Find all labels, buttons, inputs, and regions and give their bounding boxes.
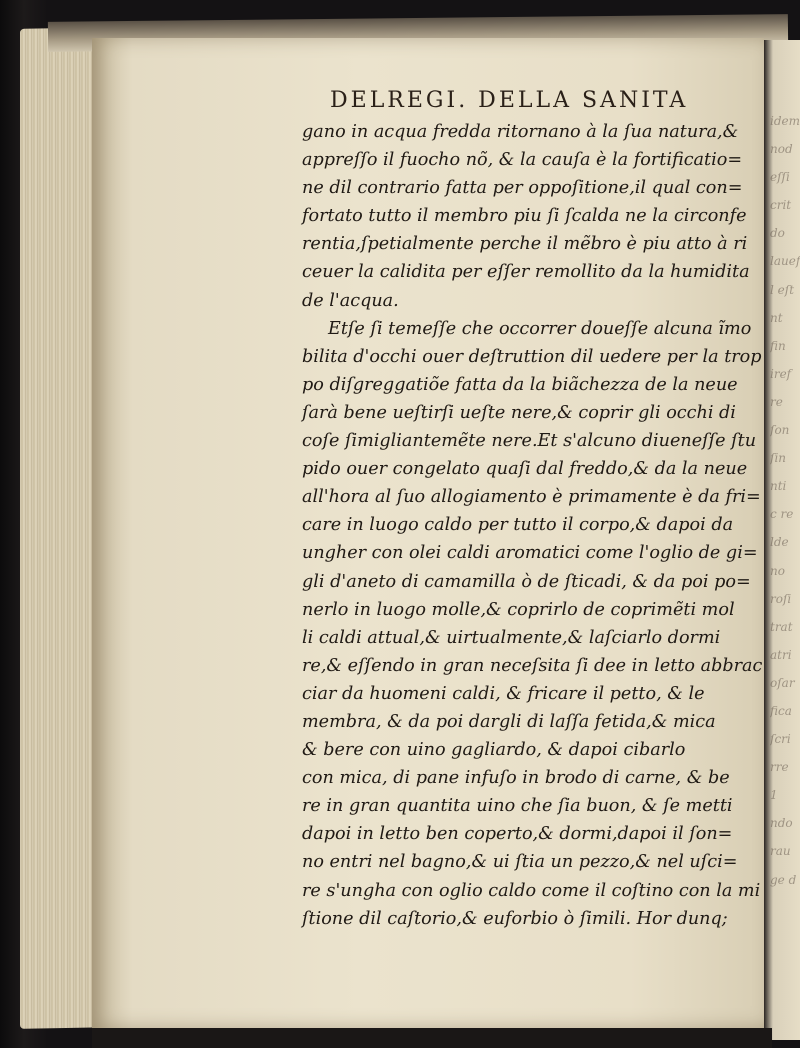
text-line: ſarà bene ueſtirſi ueſte nere,& coprir gli occhi di — [302, 402, 736, 423]
facing-fragment: oſar — [770, 675, 795, 690]
text-line: gli d'aneto di camamilla ò de ſticadi, & da poi po= — [302, 571, 751, 592]
text-line: ne dil contrario fatta per oppoſitione,il qual con= — [302, 178, 743, 199]
facing-fragment: rre — [770, 760, 789, 775]
text-line: no entri nel bagno,& ui ſtia un pezzo,& nel uſci= — [302, 852, 738, 873]
text-line: con mica, di pane infuſo in brodo di carne, & be — [302, 768, 730, 789]
facing-fragment: c re — [770, 507, 794, 522]
facing-fragment: nti — [770, 479, 787, 494]
facing-fragment: do — [770, 226, 785, 241]
text-line: rentia,ſpetialmente perche il mẽbro è piu atto à ri — [302, 234, 748, 255]
facing-fragment: trat — [770, 619, 793, 634]
facing-fragment: l eſt — [770, 282, 795, 297]
text-line: re,& eſſendo in gran neceſsita ſi dee in letto abbrac — [302, 655, 763, 676]
page-bottom-shadow — [92, 1028, 772, 1048]
text-line: pido ouer congelato quaſi dal freddo,& da la neue — [302, 459, 748, 480]
text-line: fortato tutto il membro piu ſi ſcalda ne la circonfe — [302, 206, 747, 227]
facing-fragment: fica — [770, 703, 792, 718]
text-line: li caldi attual,& uirtualmente,& laſciarlo dormi — [302, 627, 721, 648]
text-line: de l'acqua. — [302, 290, 399, 311]
text-line: appreſſo il fuocho nõ, & la cauſa è la fortificatio= — [302, 150, 743, 171]
facing-fragment: 1 — [770, 788, 778, 803]
facing-fragment: ſin — [770, 451, 787, 466]
facing-fragment: crit — [770, 198, 792, 213]
facing-fragment: rau — [770, 844, 791, 859]
text-line: coſe ſimigliantemẽte nere.Et s'alcuno diueneſſe ſtu — [302, 431, 757, 452]
facing-page-text — [770, 110, 800, 897]
facing-fragment: fin — [770, 338, 786, 353]
facing-fragment: eſſi — [770, 170, 790, 185]
text-line: bilita d'occhi ouer deſtruttion dil uedere per la trop — [302, 346, 762, 367]
text-line: all'hora al ſuo allogiamento è primamente è da fri= — [302, 487, 761, 508]
facing-fragment: ſon — [770, 423, 790, 438]
facing-fragment: roſi — [770, 591, 792, 606]
facing-fragment: ndo — [770, 816, 793, 831]
text-line: care in luogo caldo per tutto il corpo,& dapoi da — [302, 515, 734, 536]
text-line: & bere con uino gagliardo, & dapoi cibarlo — [302, 740, 686, 761]
facing-fragment: atri — [770, 647, 792, 662]
text-line: Etſe ſi temeſſe che occorrer doueſſe alcuna ĩmo — [328, 318, 752, 339]
text-line: membra, & da poi dargli di laſſa fetida,& mica — [302, 711, 716, 732]
body-text — [302, 118, 763, 933]
facing-fragment: ſcri — [770, 732, 791, 747]
text-line: gano in acqua fredda ritornano à la ſua natura,& — [302, 122, 739, 142]
text-line: nerlo in luogo molle,& coprirlo de coprimẽti mol — [302, 599, 735, 620]
facing-fragment: nt — [770, 310, 783, 325]
text-line: ſtione dil caſtorio,& euforbio ò ſimili. Hor dunq; — [302, 908, 728, 929]
facing-fragment: iref — [770, 366, 792, 381]
facing-fragment: ge d — [770, 872, 797, 887]
facing-fragment: lauef — [770, 254, 800, 269]
text-line: ungher con olei caldi aromatici come l'oglio de gi= — [302, 543, 758, 564]
text-line: ceuer la calidita per eſſer remollito da la humidita — [302, 262, 750, 283]
running-head: DELREGI. DELLA SANITA — [330, 88, 689, 113]
facing-fragment: nod — [770, 142, 793, 157]
text-line: re s'ungha con oglio caldo come il coſtino con la mi — [302, 880, 761, 901]
facing-fragment: lde — [770, 535, 789, 550]
facing-fragment: idem — [770, 114, 800, 128]
text-line: re in gran quantita uino che ſia buon, & ſe metti — [302, 796, 733, 817]
text-line: po diſgreggatiõe fatta da la biãchezza de la neue — [302, 374, 738, 395]
text-line: dapoi in letto ben coperto,& dormi,dapoi il ſon= — [302, 824, 733, 845]
facing-fragment: no — [770, 563, 785, 578]
text-line: ciar da huomeni caldi, & fricare il petto, & le — [302, 683, 705, 704]
facing-fragment: re — [770, 394, 783, 409]
